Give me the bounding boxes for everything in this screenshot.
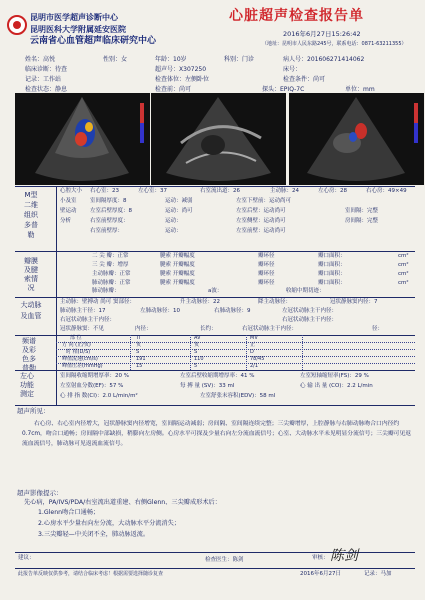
lv-fs: 左室短轴缩短率(FS)：29 %: [300, 373, 369, 379]
exam-status: 检查状态：静息: [25, 86, 68, 93]
vessel-rca-1: 右冠状动脉主干内径：: [60, 317, 116, 323]
doppler-row-velocity: 峰值流速(cm/s): [62, 356, 98, 362]
section-label-vessel: 大动脉及血管: [20, 301, 42, 320]
ultrasound-image-3: [289, 93, 424, 185]
divider-m: [15, 251, 415, 252]
m-row3-0: 壁运动: [60, 208, 77, 214]
lv-ivs-thickening: 室间隔收缩期增厚率：20 %: [60, 373, 129, 379]
m-row2-1: 室间隔厚度：8: [90, 198, 127, 204]
valve-tricuspid-unit: cm²: [398, 262, 409, 268]
valve-pulmonary-extra: 肺动脉瓣：: [92, 288, 120, 294]
table-bottom-border: [15, 405, 415, 406]
doppler-header-ti: TI: [136, 335, 141, 341]
m-row3-4: 室间隔：完整: [345, 208, 379, 214]
valve-pulmonary-unit: cm²: [398, 280, 409, 286]
doppler-row-line-4: [56, 363, 415, 364]
vessel-rca-3: 右冠状动脉主干内径：: [242, 326, 298, 332]
vessel-pa-main: 肺动脉主干径：17: [60, 308, 106, 314]
footer-note: 此报告单反映仅供参考，请结合临床考虑！根据需要选择随诊复查: [18, 571, 164, 577]
divider-doppler: [15, 370, 415, 371]
valve-a-wave: a波：: [208, 288, 223, 294]
reviewer-signature: 陈剑: [330, 548, 358, 564]
m-row4-0: 分析: [60, 218, 72, 224]
patient-age: 年龄：10岁: [155, 56, 187, 63]
doppler-row-line-2: [56, 349, 415, 350]
m-row2-0: 小及室: [60, 198, 77, 204]
valve-tricuspid-chordae: 腱索 开瓣幅度: [160, 262, 195, 268]
lv-edv: 左室舒张末容积(EDV)：58 ml: [200, 393, 276, 399]
doppler-col-line-2: [190, 335, 191, 370]
probe: 探头：EPIQ-7C: [262, 86, 305, 93]
vessel-cs-length: 长约：: [200, 326, 217, 332]
report-date: 2016年6月27日: [300, 571, 341, 577]
vessel-cs: 冠状静脉窦：不见: [60, 326, 105, 332]
m-row1-4: 主动脉：24: [270, 188, 299, 194]
doppler-velocity-mv: 78/45: [250, 356, 265, 362]
divider-valve: [15, 297, 415, 298]
vessel-lca: 左冠状动脉主干内径：: [282, 308, 338, 314]
doppler-header-site: 部 位: [70, 335, 82, 341]
lv-sv: 每 搏 量 (SV)：33 ml: [180, 383, 235, 389]
m-row4-3: 左室侧壁：运动尚可: [236, 218, 286, 224]
doppler-velocity-av: 110: [194, 356, 204, 362]
valve-mitral-annulus: 瓣环径: [258, 253, 275, 259]
section-label-m: M型二维组织多普勒: [24, 191, 38, 239]
vessel-cs-diam: 内径：: [135, 326, 152, 332]
m-row1-3: 右室流出道：26: [200, 188, 240, 194]
vessel-diam-end: 径：: [372, 326, 384, 332]
valve-aortic-chordae: 腱索 开瓣幅度: [160, 271, 195, 277]
report-title: 心脏超声检查报告单: [229, 8, 364, 24]
doctor: 检查医生：陈剑: [205, 557, 244, 563]
valve-aortic: 主动脉瓣：正常: [92, 271, 131, 277]
footer-mid-border: [15, 568, 415, 569]
m-row4-4: 房间隔：完整: [345, 218, 379, 224]
ultrasound-image-2: [151, 93, 286, 185]
table-top-border: [15, 186, 415, 187]
doppler-row-line-3: [56, 356, 415, 357]
m-row1-2: 左心室：37: [138, 188, 167, 194]
ultrasound-no: 超声号：X307250: [155, 66, 207, 73]
valve-mitral-unit: cm²: [398, 253, 409, 259]
impression-label: 超声影像提示：: [17, 489, 63, 497]
lv-pw-thickening: 左室后壁收缩期增厚率：41 %: [180, 373, 255, 379]
valve-aortic-area: 瓣口面积：: [318, 271, 346, 277]
valve-pulmonary-chordae: 腱索 开瓣幅度: [160, 280, 195, 286]
hospital-name-1: 昆明市医学超声诊断中心: [30, 12, 118, 22]
impression-intro: 先心病，PA/IVS/PDA/右室流出道重建、右侧Glenn、三尖瓣成形术后：: [24, 499, 221, 506]
m-row5-1: 右室前壁厚：: [90, 228, 124, 234]
section-label-valve: 瓣膜及腱索情况: [24, 257, 38, 292]
vessel-aorta: 主动脉：壁搏动 尚可 窦部径：: [60, 299, 135, 305]
valve-tricuspid-area: 瓣口面积：: [318, 262, 346, 268]
exam-condition: 检查条件：尚可: [283, 76, 326, 83]
impression-item-1: 1.Glenn吻合口通畅；: [38, 509, 100, 516]
lv-co: 心 输 出 量 (CO)：2.2 L/min: [300, 383, 373, 389]
patient-case-no: 病人号：201606271414062: [283, 56, 365, 63]
m-row2-2: 运动：减弱: [165, 198, 193, 204]
m-row3-2: 运动：尚可: [165, 208, 193, 214]
doppler-gradient-mv: 2/1: [250, 363, 259, 369]
m-row3-1: 左室后壁厚度：8: [90, 208, 132, 214]
findings-text: 右心房、右心室内径增大，冠状静脉窦内径增宽，室间隔运动减弱；房间隔、室间隔连续完整；三尖瓣增厚，上腔静脉与右肺动脉吻合口内径约0.7cm，吻合口通畅；房间隔中部缺损，稍膨向左房侧。心房水平可探及少量右向左分流血流信号；心室、大动脉水平未见明显分流信号；三尖瓣可见返流血流信号，肺动脉可见返流血流信号。: [22, 421, 412, 447]
doppler-direction-ti: 负: [136, 342, 142, 348]
doppler-header-mv: MV: [250, 335, 258, 341]
vessel-coronary-sinus: 冠状静脉窦内径：7: [330, 299, 378, 305]
m-row1-0: 心腔大小: [60, 188, 83, 194]
exam-pre: 检查前：尚可: [155, 86, 192, 93]
impression-item-3: 3.三尖瓣轻—中关闭不全，肺动脉返流。: [38, 531, 150, 538]
lv-ef: 左室射血分数(EF)：57 %: [60, 383, 124, 389]
doppler-velocity-ti: 191: [136, 356, 146, 362]
patient-dept: 科别：门诊: [224, 56, 255, 63]
section-label-doppler: 频谱及彩色多普勒: [22, 337, 36, 372]
report-address: （地址：昆明市人民东路245号，联系电话：0871-63211355）: [262, 41, 407, 47]
vessel-descending: 降主动脉径：: [258, 299, 292, 305]
vessel-rpa: 右肺动脉径：9: [214, 308, 251, 314]
valve-mitral-area: 瓣口面积：: [318, 253, 346, 259]
doppler-row-gradient: 峰值压差(mmHg): [62, 363, 103, 369]
lv-ci: 心 排 指 数(CI)：2.0 L/min/m²: [60, 393, 138, 399]
hospital-name-2: 昆明医科大学附属延安医院: [30, 24, 126, 34]
clinical-diagnosis: 临床诊断：待查: [25, 66, 68, 73]
valve-notch: 收缩中期切迹：: [286, 288, 325, 294]
review-label: 审核：: [312, 555, 329, 561]
recorder: 记录：马加: [364, 571, 392, 577]
valve-mitral: 二 尖 瓣：正常: [92, 253, 129, 259]
doppler-phase-mv: D: [250, 349, 254, 355]
m-row1-6: 右心房：49×49: [366, 188, 407, 194]
doppler-gradient-av: 5: [194, 363, 198, 369]
m-row5-2: 运动：: [165, 228, 182, 234]
patient-sex: 性别：女: [103, 56, 128, 63]
vessel-rca-2: 右冠状动脉主干内径：: [282, 317, 338, 323]
valve-tricuspid: 三 尖 瓣：增厚: [92, 262, 129, 268]
valve-pulmonary-annulus: 瓣环径: [258, 280, 275, 286]
doppler-phase-ti: S: [136, 349, 140, 355]
doppler-col-line-4: [302, 335, 303, 370]
doppler-col-line-1: [130, 335, 131, 370]
doppler-phase-av: S: [194, 349, 198, 355]
hospital-logo-icon: [7, 15, 27, 35]
bed-no: 床号：: [283, 66, 302, 73]
m-row3-3: 左室后壁：运动尚可: [236, 208, 286, 214]
table-left-divider: [56, 186, 57, 405]
m-row1-1: 右心室：23: [90, 188, 119, 194]
valve-mitral-chordae: 腱索 开瓣幅度: [160, 253, 195, 259]
doppler-direction-mv: 正: [250, 342, 256, 348]
m-row4-1: 右室前壁厚度：: [90, 218, 129, 224]
report-datetime: 2016年6月27日15:26:42: [283, 30, 361, 38]
doppler-row-direction: 方 向 (正/负): [62, 342, 91, 348]
section-label-lv: 左心功能测定: [20, 372, 34, 398]
unit: 单位：mm: [345, 86, 375, 93]
m-row2-3: 左室下壁前：运动尚可: [236, 198, 292, 204]
vessel-ascending: 升主动脉径：22: [180, 299, 220, 305]
exam-position: 检查体位：左侧卧位: [155, 76, 210, 83]
doppler-direction-av: 负: [194, 342, 200, 348]
hospital-name-3: 云南省心血管超声临床研究中心: [30, 36, 157, 46]
valve-aortic-annulus: 瓣环径: [258, 271, 275, 277]
valve-tricuspid-annulus: 瓣环径: [258, 262, 275, 268]
impression-item-2: 2.心房水平少量右向左分流，大动脉水平分流消失；: [38, 520, 181, 527]
findings-label: 超声所见：: [17, 407, 50, 415]
vessel-lpa: 左肺动脉径：10: [140, 308, 180, 314]
m-row5-3: 左室前壁：运动尚可: [236, 228, 286, 234]
patient-name: 姓名：高悦: [25, 56, 56, 63]
valve-pulmonary-area: 瓣口面积：: [318, 280, 346, 286]
doppler-header-av: AV: [194, 335, 201, 341]
ultrasound-image-1: [15, 93, 150, 185]
doppler-row-line-1: [56, 342, 415, 343]
doppler-gradient-ti: 15: [136, 363, 143, 369]
doppler-row-phase: 时 相(D/S): [66, 349, 91, 355]
doppler-col-line-3: [246, 335, 247, 370]
valve-aortic-unit: cm²: [398, 271, 409, 277]
record-source: 记录：工作站: [25, 76, 62, 83]
valve-pulmonary: 肺动脉瓣：正常: [92, 280, 131, 286]
advice-label: 建议：: [18, 555, 35, 561]
m-row4-2: 运动：: [165, 218, 182, 224]
m-row1-5: 左心房：28: [318, 188, 347, 194]
